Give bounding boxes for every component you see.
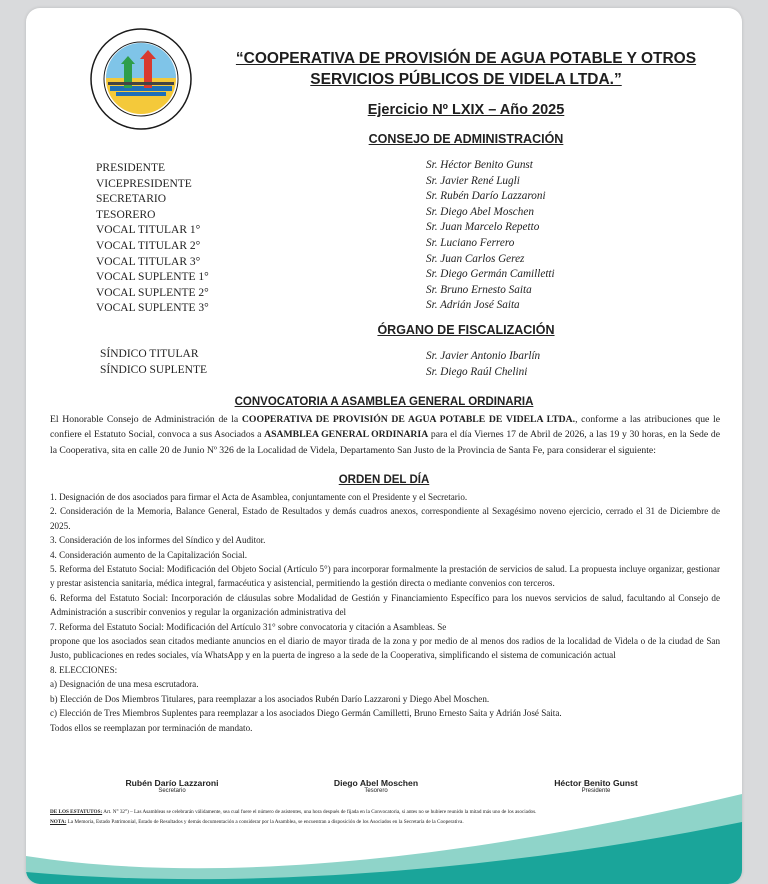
convocatoria-paragraph [50, 412, 720, 458]
signature-tesorero [276, 778, 476, 794]
note-label: NOTA: [50, 818, 67, 825]
orden-item: 6. Reforma del Estatuto Social: Incorporación de cláusulas sobre Modalidad de Gestión y Financiamiento Específico para los nuevos servicios de salud, facultando al Consejo de Administración a suscribir convenios y regular la organización administrativa del [50, 592, 720, 618]
signature-presidente [496, 778, 696, 794]
fiscalizacion-title: ÓRGANO DE FISCALIZACIÓN [377, 323, 555, 337]
consejo-roles [96, 161, 209, 317]
member-name: Sr. Diego Germán Camilletti [426, 268, 555, 281]
role-label: VOCAL SUPLENTE 1° [96, 271, 209, 284]
assembly-type: ASAMBLEA GENERAL ORDINARIA [264, 429, 429, 441]
member-name: Sr. Héctor Benito Gunst [426, 159, 533, 171]
orden-list [50, 490, 720, 735]
member-name: Sr. Bruno Ernesto Saita [426, 283, 532, 296]
orden-item: 1. Designación de dos asociados para firmar el Acta de Asamblea, conjuntamente con el Presidente y el Secretario. [50, 492, 468, 502]
paragraph-text: , conforme a las atribuciones que le confiere el Estatuto Social, convoca a sus Asociados a [50, 414, 720, 441]
orden-item: 7. Reforma del Estatuto Social: Modificación del Artículo 31° sobre convocatoria y citación a Asambleas. Se [50, 621, 447, 632]
signature-role: Secretario [158, 788, 186, 794]
role-label: VOCAL TITULAR 3° [96, 255, 201, 268]
exercise-year: Ejercicio Nº LXIX – Año 2025 [367, 102, 565, 118]
signature-secretario [72, 778, 272, 794]
orden-item: a) Designación de una mesa escrutadora. [50, 679, 199, 690]
orden-item: Todos ellos se reemplazan por terminación de mandato. [50, 722, 253, 733]
member-name: Sr. Diego Raúl Chelini [426, 365, 528, 378]
role-label: VOCAL SUPLENTE 3° [96, 302, 209, 315]
convocatoria-title: CONVOCATORIA A ASAMBLEA GENERAL ORDINARIA [234, 396, 534, 408]
member-name: Sr. Juan Carlos Gerez [426, 252, 525, 265]
cooperative-name: COOPERATIVA DE PROVISIÓN DE AGUA POTABLE DE VIDELA LTDA. [241, 414, 576, 425]
signature-name: Rubén Darío Lazzaroni [125, 778, 219, 788]
signature-name: Diego Abel Moschen [333, 778, 419, 788]
signature-name: Héctor Benito Gunst [554, 778, 638, 788]
role-label: SECRETARIO [96, 193, 166, 206]
orden-item: 3. Consideración de los informes del Síndico y del Auditor. [50, 535, 266, 546]
member-name: Sr. Javier Antonio Ibarlín [426, 350, 541, 362]
orden-item: 5. Reforma del Estatuto Social: Modificación del Objeto Social (Artículo 5°) para incorporar formalmente la prestación de servicios de salud. La propuesta incluye organizar, gestionar y prestar asistencia sanitaria, médica integral, farmacéutica y asistencial, permitiendo la gestión directa o mediante convenios con terceros. [50, 564, 720, 589]
orden-item: 2. Consideración de la Memoria, Balance General, Estado de Resultados y demás cuadros anexos, correspondiente al Sexagésimo noveno ejercicio, cerrado el 31 de Diciembre de 2025. [50, 506, 720, 531]
role-label: VOCAL TITULAR 2° [96, 239, 201, 252]
paragraph-text: para el día Viernes 17 de Abril de 2026, a las 19 y 30 horas, en la Sede de la Cooperativa, sita en calle 20 de Junio Nº 326 de la Localidad de Videla, Departamento San Justo de la Provincia de Santa Fe, para considerar el siguiente: [50, 429, 720, 456]
role-label: VOCAL TITULAR 1° [96, 224, 201, 237]
orden-item: c) Elección de Tres Miembros Suplentes para reemplazar a los asociados Diego Germán Camilletti, Bruno Ernesto Saita y Adrián José Saita. [50, 708, 562, 719]
document-page [26, 8, 742, 884]
note-text: Art. N° 32°) – Las Asambleas se celebrarán válidamente, sea cual fuere el número de asistentes, una hora después de fijada en la Convocatoria, si antes no se hubiere reunido la mitad más uno de los asociados. [102, 809, 537, 815]
member-name: Sr. Adrián José Saita [426, 299, 520, 312]
consejo-names [426, 158, 555, 314]
fiscalizacion-names [426, 349, 540, 380]
decorative-wave [26, 794, 742, 884]
orden-item: b) Elección de Dos Miembros Titulares, para reemplazar a los asociados Rubén Darío Lazzaroni y Diego Abel Moschen. [50, 693, 490, 704]
note-text: La Memoria, Estado Patrimonial, Estado de Resultados y demás documentación a considerar por la Asamblea, se encuentran a disposición de los Asociados en la Secretaría de la Cooperativa. [66, 818, 464, 825]
cooperative-title: “COOPERATIVA DE PROVISIÓN DE AGUA POTABLE Y OTROS SERVICIOS PÚBLICOS DE VIDELA LTDA.” [235, 50, 697, 88]
signature-role: Presidente [581, 788, 611, 794]
orden-title: ORDEN DEL DÍA [338, 474, 430, 486]
member-name: Sr. Diego Abel Moschen [426, 205, 534, 218]
member-name: Sr. Juan Marcelo Repetto [426, 221, 540, 234]
member-name: Sr. Luciano Ferrero [426, 236, 515, 249]
fiscalizacion-roles [100, 347, 207, 378]
paragraph-text: El Honorable Consejo de Administración de la [50, 414, 242, 425]
role-label: VOCAL SUPLENTE 2° [96, 286, 209, 299]
signature-role: Tesorero [364, 788, 388, 794]
role-label: VICEPRESIDENTE [96, 177, 192, 190]
note-label: DE LOS ESTATUTOS: [50, 809, 103, 815]
cooperative-logo [88, 26, 194, 132]
role-label: PRESIDENTE [96, 162, 165, 174]
orden-item: 8. ELECCIONES: [50, 664, 118, 675]
role-label: SÍNDICO TITULAR [100, 348, 199, 360]
role-label: SÍNDICO SUPLENTE [100, 363, 208, 376]
role-label: TESORERO [96, 208, 156, 221]
orden-item: propone que los asociados sean citados mediante anuncios en el diario de mayor tirada de la zona y por medio de al menos dos radios de la localidad de Videla o de la ciudad de San Justo, publicaciones en redes sociales, vía WhatsApp y en la puerta de ingreso a la sede de la Cooperativa, simplificando el sistema de comunicación actual [50, 636, 720, 661]
orden-item: 4. Consideración aumento de la Capitalización Social. [50, 549, 247, 560]
consejo-title: CONSEJO DE ADMINISTRACIÓN [368, 132, 564, 146]
member-name: Sr. Rubén Darío Lazzaroni [426, 190, 546, 203]
member-name: Sr. Javier René Lugli [426, 174, 520, 187]
